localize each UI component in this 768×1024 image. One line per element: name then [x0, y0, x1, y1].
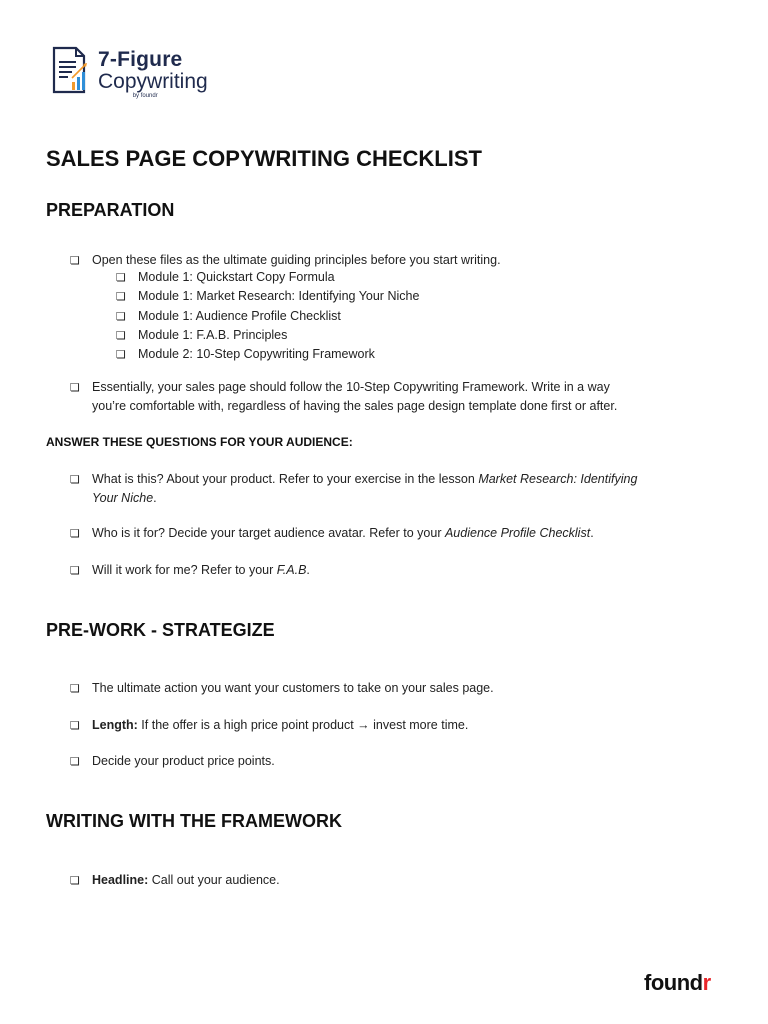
logo-wordmark: [98, 46, 208, 99]
checkbox-icon: ❏: [70, 683, 80, 695]
checkbox-icon: ❏: [116, 310, 126, 323]
section-heading-prework: PRE-WORK - STRATEGIZE: [46, 620, 275, 640]
section-heading-framework: WRITING WITH THE FRAMEWORK: [46, 811, 342, 831]
item-italic: Your Niche: [92, 491, 154, 505]
section-heading-preparation: PREPARATION: [46, 200, 175, 220]
checkbox-icon: ❏: [116, 329, 126, 342]
item-italic: Audience Profile Checklist: [444, 526, 591, 540]
checkbox-icon: ❏: [116, 349, 126, 362]
checkbox-icon: ❏: [70, 875, 80, 887]
document-growth-icon: [52, 46, 90, 94]
checklist-item-will-it-work: [70, 561, 720, 580]
checklist-item-who-is-it-for: [70, 524, 720, 543]
checklist-item-ultimate-action: [70, 679, 720, 698]
checkbox-icon: ❏: [116, 291, 126, 304]
checkbox-icon: ❏: [70, 720, 80, 732]
item-text-line-2: [70, 489, 720, 507]
item-text-line-1: Essentially, your sales page should follow the 10-Step Copywriting Framework. Write in a way: [92, 380, 610, 394]
logo-byline: by foundr: [132, 93, 158, 99]
brand-main: found: [644, 970, 703, 995]
item-text: Will it work for me? Refer to your: [92, 563, 277, 577]
item-italic: Market Research: Identifying: [478, 472, 638, 486]
sub-item-text: Module 1: F.A.B. Principles: [138, 327, 288, 342]
checkbox-icon: ❏: [70, 474, 80, 486]
sub-item-text: Module 1: Quickstart Copy Formula: [138, 270, 335, 284]
sub-item-text: Module 1: Audience Profile Checklist: [138, 308, 341, 323]
item-text: Decide your product price points.: [92, 754, 275, 768]
checkbox-icon: ❏: [116, 272, 126, 284]
item-text-line-2: you’re comfortable with, regardless of having the sales page design template done first or after.: [92, 399, 618, 413]
item-text: Who is it for? Decide your target audience avatar. Refer to your: [92, 526, 445, 540]
item-bold-label: Length:: [92, 718, 138, 732]
item-text: Call out your audience.: [148, 873, 280, 887]
item-italic: F.A.B: [276, 563, 307, 577]
item-text: Open these files as the ultimate guiding principles before you start writing.: [92, 253, 501, 267]
foundr-logo: [644, 970, 711, 996]
logo-line-1: 7-Figure: [98, 48, 183, 71]
checkbox-icon: ❏: [70, 382, 80, 394]
brand-accent: r: [702, 970, 711, 995]
sub-item-module: [116, 307, 419, 326]
logo: [52, 46, 208, 99]
checkbox-icon: ❏: [70, 255, 80, 267]
item-text: If the offer is a high price point product → invest more time.: [137, 718, 469, 732]
sub-item-module: [116, 268, 419, 287]
checkbox-icon: ❏: [70, 756, 80, 768]
sub-item-text: Module 1: Market Research: Identifying Your Niche: [138, 289, 420, 304]
item-text: The ultimate action you want your customers to take on your sales page.: [92, 681, 494, 695]
item-end: .: [306, 563, 310, 577]
page-title: SALES PAGE COPYWRITING CHECKLIST: [46, 146, 482, 171]
item-end: .: [590, 526, 594, 540]
module-sublist: [116, 268, 419, 364]
sub-item-module: [116, 326, 419, 345]
item-text: What is this? About your product. Refer to your exercise in the lesson: [92, 472, 479, 486]
checklist-item-what-is-this: [70, 470, 720, 507]
questions-heading: ANSWER THESE QUESTIONS FOR YOUR AUDIENCE:: [46, 435, 353, 449]
sub-item-module: [116, 345, 419, 364]
checkbox-icon: ❏: [70, 565, 80, 577]
sub-item-module: [116, 287, 419, 306]
item-bold-label: Headline:: [92, 873, 149, 887]
checklist-item-price-points: [70, 752, 720, 771]
checklist-item-headline: [70, 871, 720, 890]
checklist-item-length: [70, 716, 720, 735]
checkbox-icon: ❏: [70, 528, 80, 540]
sub-item-text: Module 2: 10-Step Copywriting Framework: [138, 347, 375, 362]
logo-line-2: Copywriting: [98, 70, 208, 93]
item-end: .: [153, 491, 157, 505]
checklist-item-follow-framework: [70, 378, 720, 415]
